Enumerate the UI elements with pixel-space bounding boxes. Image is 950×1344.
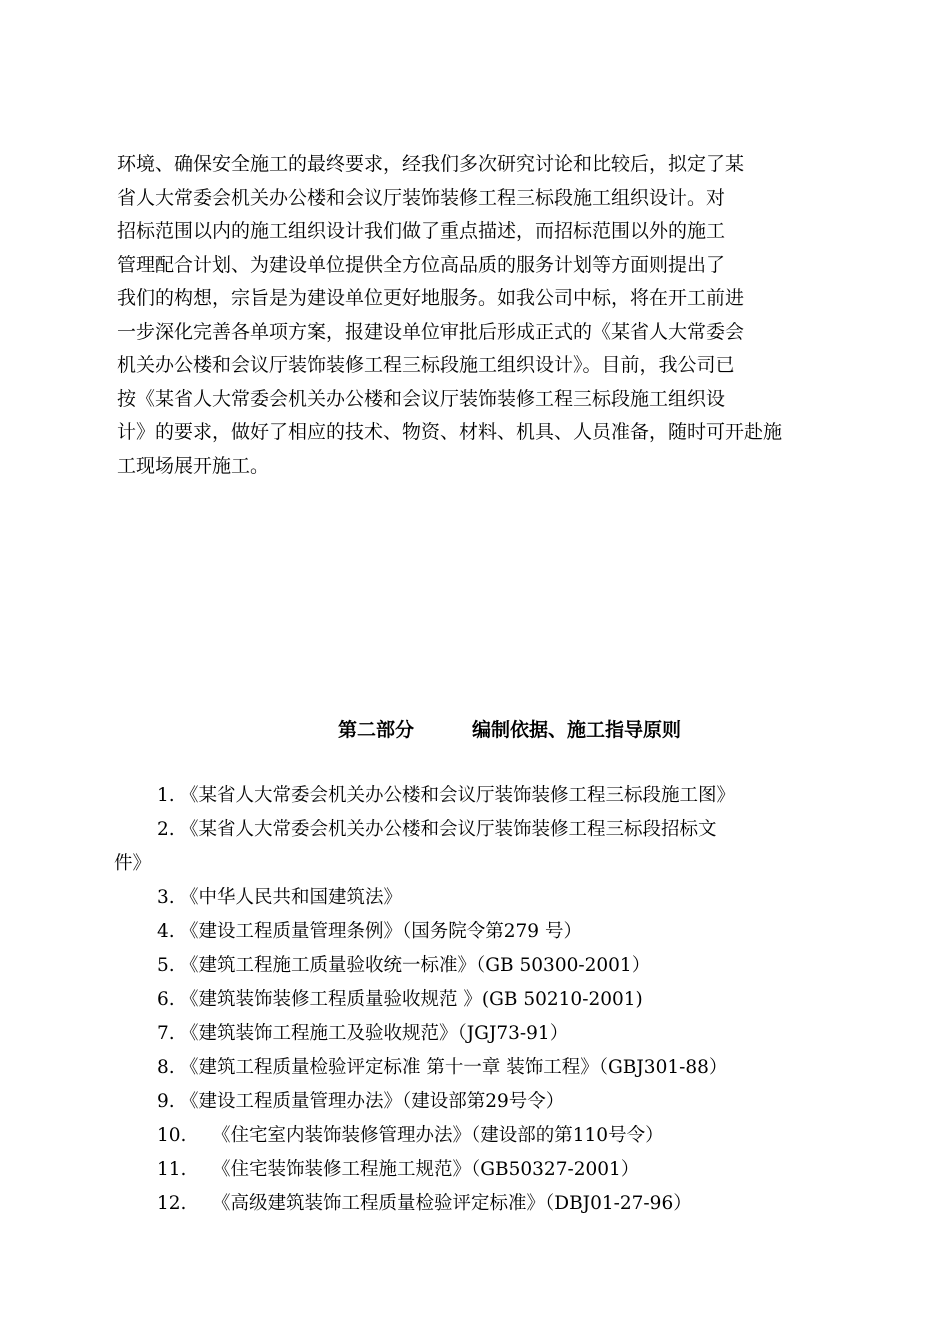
reference-item: [0, 1051, 950, 1085]
reference-item: [0, 1153, 950, 1187]
reference-number: 6.: [157, 989, 175, 1010]
reference-item: [0, 983, 950, 1017]
section-title: 编制依据、施工指导原则: [472, 719, 682, 741]
reference-number: 5.: [157, 955, 175, 976]
paragraph-line: 工现场展开施工。: [117, 454, 270, 477]
reference-text: 《建筑工程施工质量验收统一标准》（GB 50300-2001）: [180, 955, 651, 976]
reference-text: 《建设工程质量管理条例》（国务院令第279 号）: [180, 921, 582, 942]
reference-item: [0, 1187, 950, 1221]
reference-number: 9.: [157, 1091, 175, 1112]
reference-text: 《建筑装饰装修工程质量验收规范 》(GB 50210-2001): [180, 989, 643, 1010]
reference-item: [0, 881, 950, 915]
paragraph-line: 计》的要求，做好了相应的技术、物资、材料、机具、人员准备，随时可开赴施: [117, 421, 783, 443]
reference-number: 1.: [157, 785, 175, 806]
reference-item: [0, 813, 950, 881]
paragraph-line: 机关办公楼和会议厅装饰装修工程三标段施工组织设计》。目前，我公司已: [117, 354, 735, 376]
reference-item: [0, 1017, 950, 1051]
reference-text-continuation: 件》: [114, 853, 152, 874]
reference-item: [0, 1085, 950, 1119]
reference-list: [0, 779, 950, 1221]
reference-text: 《中华人民共和国建筑法》: [180, 887, 403, 908]
reference-text: 《高级建筑装饰工程质量检验评定标准》（DBJ01-27-96）: [212, 1193, 692, 1214]
reference-item: [0, 949, 950, 983]
reference-number: 8.: [157, 1057, 175, 1078]
reference-number: 4.: [157, 921, 175, 942]
reference-number: 2.: [157, 819, 175, 840]
paragraph-line: 环境、确保安全施工的最终要求，经我们多次研究讨论和比较后，拟定了某: [117, 153, 745, 175]
paragraph-line: 一步深化完善各单项方案，报建设单位审批后形成正式的《某省人大常委会: [117, 320, 745, 343]
reference-item: [0, 1119, 950, 1153]
reference-text: 《建设工程质量管理办法》（建设部第29号令）: [180, 1091, 565, 1112]
intro-paragraph: [117, 148, 845, 483]
reference-item: [0, 915, 950, 949]
reference-text: 《建筑工程质量检验评定标准 第十一章 装饰工程》（GBJ301-88）: [180, 1057, 728, 1078]
paragraph-line: 按《某省人大常委会机关办公楼和会议厅装饰装修工程三标段施工组织设: [117, 387, 726, 410]
reference-number: 10.: [157, 1125, 187, 1146]
section-part-label: 第二部分: [338, 719, 415, 741]
paragraph-line: 省人大常委会机关办公楼和会议厅装饰装修工程三标段施工组织设计。对: [117, 186, 726, 209]
reference-number: 3.: [157, 887, 175, 908]
reference-text: 《住宅室内装饰装修管理办法》（建设部的第110号令）: [212, 1125, 664, 1146]
reference-text: 《某省人大常委会机关办公楼和会议厅装饰装修工程三标段施工图》: [180, 785, 736, 806]
paragraph-line: 我们的构想，宗旨是为建设单位更好地服务。如我公司中标，将在开工前进: [117, 287, 745, 309]
reference-text: 《某省人大常委会机关办公楼和会议厅装饰装修工程三标段招标文: [180, 819, 717, 840]
reference-text: 《建筑装饰工程施工及验收规范》（JGJ73-91）: [180, 1023, 569, 1044]
paragraph-line: 招标范围以内的施工组织设计我们做了重点描述，而招标范围以外的施工: [117, 220, 726, 242]
reference-number: 12.: [157, 1193, 187, 1214]
reference-number: 11.: [157, 1159, 187, 1180]
reference-text: 《住宅装饰装修工程施工规范》（GB50327-2001）: [212, 1159, 640, 1180]
reference-number: 7.: [157, 1023, 175, 1044]
section-heading: [0, 712, 950, 748]
reference-item: [0, 779, 950, 813]
paragraph-line: 管理配合计划、为建设单位提供全方位高品质的服务计划等方面则提出了: [117, 253, 726, 276]
